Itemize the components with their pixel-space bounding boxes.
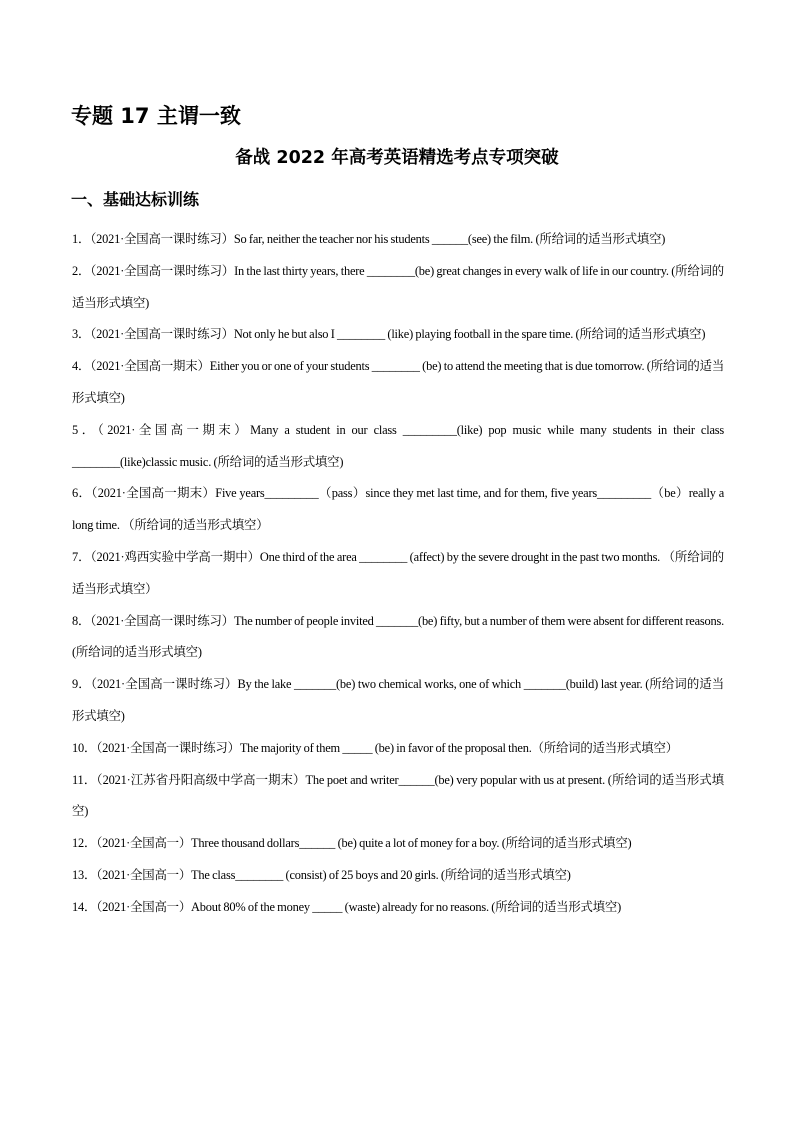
question-number: 7． xyxy=(72,549,91,564)
question-source: （2021·全国高一） xyxy=(96,899,192,914)
question-list xyxy=(72,224,724,924)
page-subtitle: 备战 2022 年高考英语精选考点专项突破 xyxy=(235,148,559,168)
question-item xyxy=(72,224,724,256)
question-item xyxy=(72,351,724,415)
question-number: 1． xyxy=(72,232,91,246)
question-source: （2021·全国高一期末） xyxy=(90,359,210,374)
question-source: （2021·全国高一期末） xyxy=(91,486,216,501)
question-item xyxy=(72,542,724,606)
question-number: 3． xyxy=(72,327,91,342)
question-item xyxy=(72,828,724,860)
question-number: 2． xyxy=(72,263,91,278)
question-text: Many a student in our class _________(like) pop music while many students in their class ________(like)classic music. (所给词的适当形式填空) xyxy=(72,422,724,469)
question-text: Not only he but also I ________ (like) playing football in the spare time. (所给词的适当形式填空) xyxy=(233,327,706,342)
question-text: By the lake _______(be) two chemical works, one of which _______(build) last year. (所给词的适当形式填空) xyxy=(72,677,725,723)
question-source: （2021·全国高一课时练习） xyxy=(90,327,234,342)
question-number: 9． xyxy=(72,677,91,692)
question-source: （2021·全国高一课时练习） xyxy=(90,677,238,692)
question-number: 5． xyxy=(72,422,98,437)
question-item xyxy=(72,892,724,924)
question-item xyxy=(72,319,724,351)
question-text: About 80% of the money _____ (waste) already for no reasons. (所给词的适当形式填空) xyxy=(191,899,622,914)
question-item xyxy=(72,606,724,670)
question-text: The number of people invited _______(be) fifty, but a number of them were absent for different reasons. (所给词的适当形式填空) xyxy=(72,613,725,660)
question-text: Either you or one of your students ________ (be) to attend the meeting that is due tomorrow. (所给词的适当形式填空) xyxy=(72,359,725,405)
question-text: Five years_________（pass）since they met last time, and for them, five years_________（be）really a long time. （所给词的适当形式填空） xyxy=(72,486,724,533)
question-text: So far, neither the teacher nor his students ______(see) the film. (所给词的适当形式填空) xyxy=(233,232,666,246)
question-item xyxy=(72,415,724,479)
question-number: 6． xyxy=(72,486,92,501)
question-source: （2021·鸡西实验中学高一期中） xyxy=(90,549,260,564)
question-text: Three thousand dollars______ (be) quite a lot of money for a boy. (所给词的适当形式填空) xyxy=(191,836,632,851)
question-text: One third of the area ________ (affect) by the severe drought in the past two months. （所给词的适当形式填空） xyxy=(72,549,725,596)
question-source: （2021·全国高一课时练习） xyxy=(90,263,235,278)
question-source: （2021·全国高一期末） xyxy=(97,422,251,437)
question-item xyxy=(72,860,724,892)
question-item xyxy=(72,733,724,765)
question-number: 11． xyxy=(72,772,97,787)
page-title: 专题 17 主谓一致 xyxy=(71,104,241,128)
question-source: （2021·全国高一） xyxy=(96,836,192,851)
question-text: The class________ (consist) of 25 boys and 20 girls. (所给词的适当形式填空) xyxy=(191,867,571,882)
question-item xyxy=(72,478,724,542)
section-heading: 一、基础达标训练 xyxy=(71,190,200,209)
question-source: （2021·全国高一课时练习） xyxy=(96,740,240,755)
question-source: （2021·全国高一） xyxy=(96,867,192,882)
question-number: 4． xyxy=(72,359,91,374)
question-source: （2021·全国高一课时练习） xyxy=(90,232,234,246)
question-text: The poet and writer______(be) very popular with us at present. (所给词的适当形式填空) xyxy=(72,772,724,819)
question-number: 14． xyxy=(72,899,97,914)
question-number: 8． xyxy=(72,613,91,628)
question-source: （2021·全国高一课时练习） xyxy=(90,613,234,628)
question-number: 10． xyxy=(72,740,97,755)
question-number: 12． xyxy=(72,836,97,851)
question-text: In the last thirty years, there ________(be) great changes in every walk of life in our country. (所给词的适当形式填空) xyxy=(72,263,725,310)
question-text: The majority of them _____ (be) in favor of the proposal then.（所给词的适当形式填空） xyxy=(239,740,678,755)
question-item xyxy=(72,765,724,829)
question-item xyxy=(72,256,724,320)
question-item xyxy=(72,669,724,733)
question-number: 13． xyxy=(72,867,97,882)
question-source: （2021·江苏省丹阳高级中学高一期末） xyxy=(96,772,306,787)
